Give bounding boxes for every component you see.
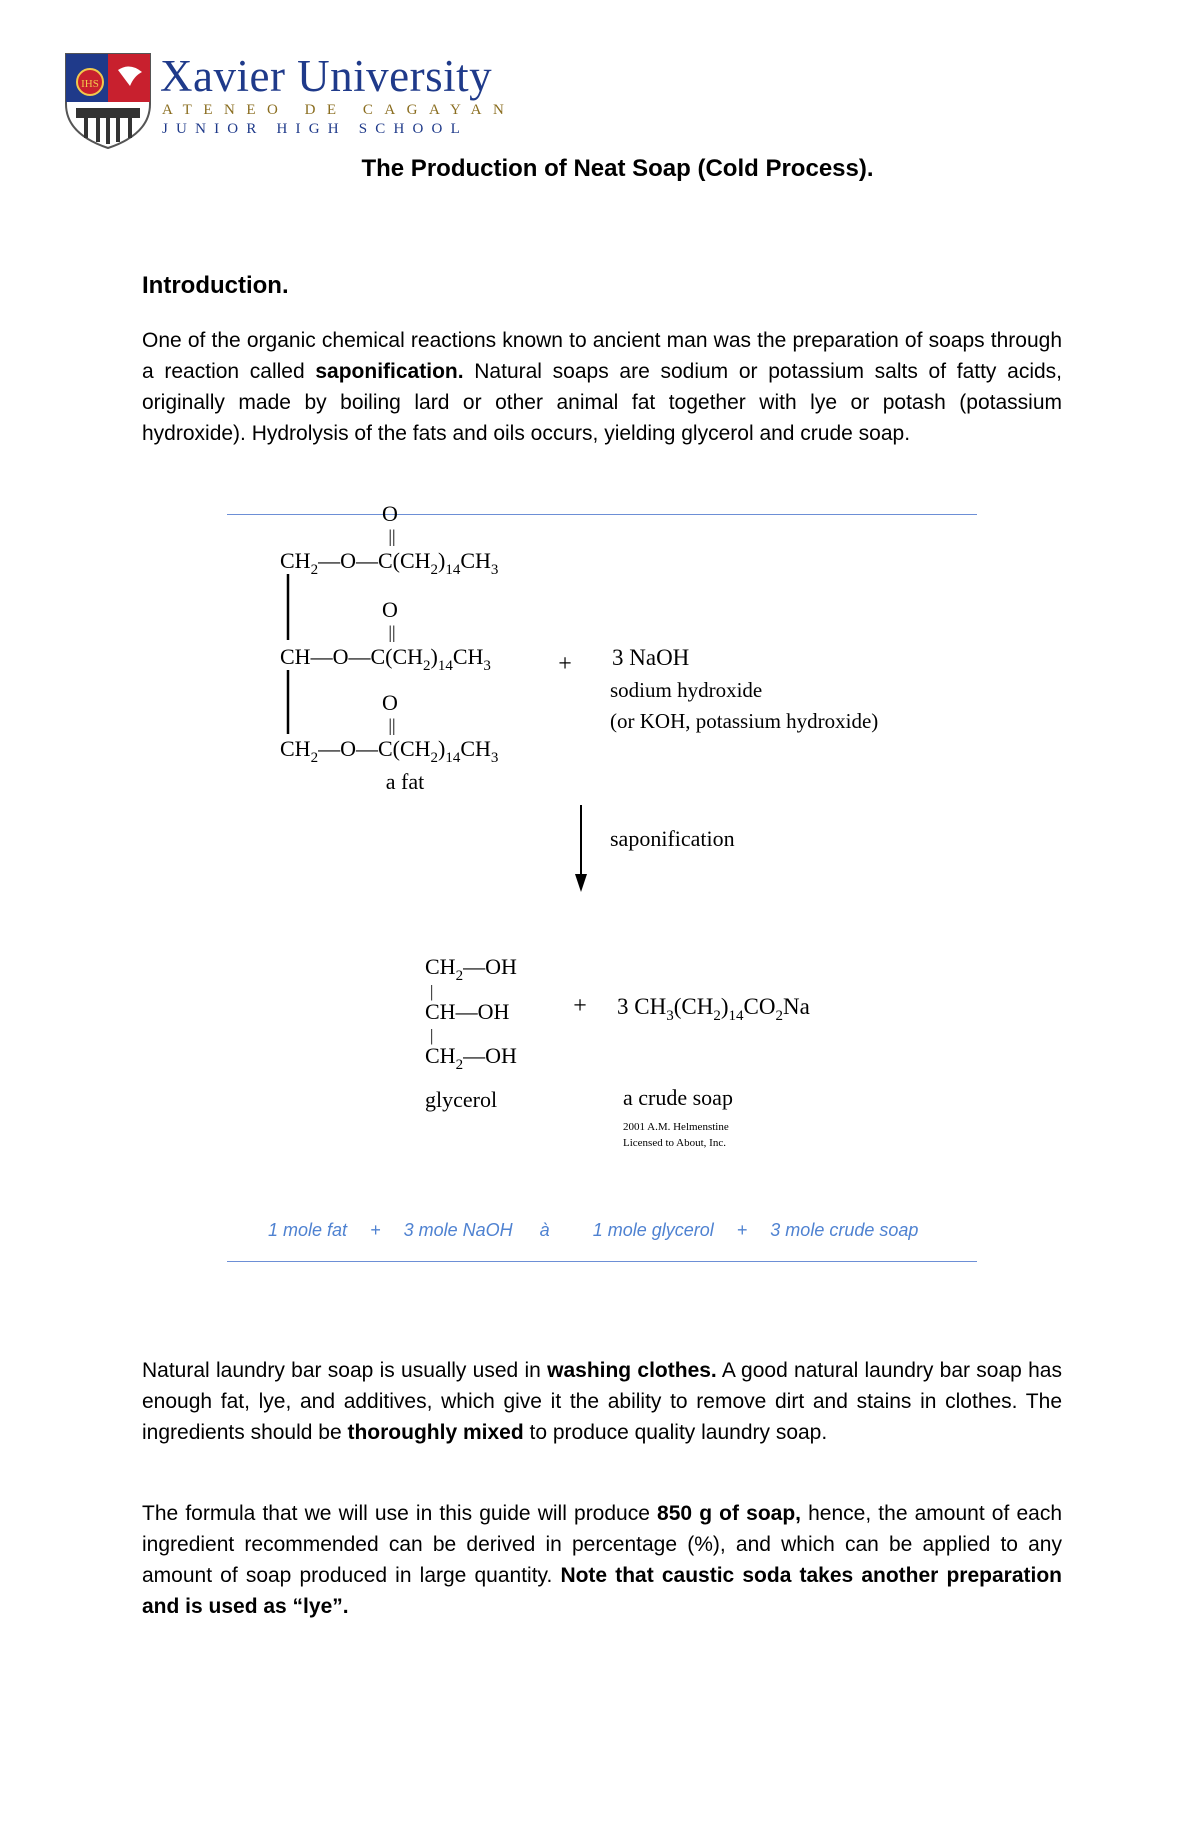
soap-formula: 3 $CH_3(CH_2)_{14}CO_2Na$ <box>617 994 810 1024</box>
reagent-naoh: 3 NaOH <box>612 645 690 670</box>
mole-arrow: à <box>539 1220 550 1240</box>
formula-text-2: hence, the amount of each ingredient recommended can be derived in percentage (%), and which can be applied to any amount of soap produced in large quantity. <box>142 1502 1062 1587</box>
glycerol-row-1: $CH_2—OH$ <box>425 954 517 984</box>
university-subtitle-1: ATENEO DE CAGAYAN <box>162 102 516 118</box>
double-bond-2: || <box>388 622 396 642</box>
formula-bold-2: Note that caustic soda takes another preparation and is used as “lye”. <box>142 1564 1062 1618</box>
intro-text-2: Natural soaps are sodium or potassium salts of fatty acids, originally made by boiling lard or other animal fat together with lye or potash (potassium hydroxide). Hydrolysis of the fats and oils occurs, yielding glycerol and crude soap. <box>142 360 1062 445</box>
reagent-alternative: (or KOH, potassium hydroxide) <box>610 709 879 733</box>
fat-row-1: $CH_2—O—C(CH_2)_{14}CH_3$ <box>280 548 499 578</box>
glycerol-bond-2: | <box>430 1026 434 1045</box>
copyright-line-1: 2001 A.M. Helmenstine <box>623 1121 729 1133</box>
plus-sign-reactants: + <box>558 651 572 677</box>
fat-label: a fat <box>385 769 425 794</box>
carbonyl-oxygen-1: O <box>382 501 398 526</box>
fat-row-3: $CH_2—O—C(CH_2)_{14}CH_3$ <box>280 736 499 766</box>
laundry-bold-2: thoroughly mixed <box>347 1421 524 1444</box>
soap-label: a crude soap <box>623 1085 733 1110</box>
equation-bottom-rule <box>227 1261 977 1262</box>
copyright-line-2: Licensed to About, Inc. <box>623 1137 726 1149</box>
glycerol-label: glycerol <box>425 1087 498 1112</box>
mole-equation <box>268 1220 918 1241</box>
mole-plus-1: + <box>370 1220 381 1240</box>
reagent-name: sodium hydroxide <box>610 678 763 702</box>
university-crest-icon <box>64 52 152 150</box>
intro-paragraph <box>142 325 1062 449</box>
mole-plus-2: + <box>736 1220 748 1240</box>
intro-bold-saponification: saponification. <box>315 360 464 383</box>
plus-sign-products: + <box>573 993 587 1019</box>
university-name: Xavier University <box>160 51 493 101</box>
glycerol-bond-1: | <box>430 982 434 1001</box>
university-header <box>64 50 534 150</box>
mole-naoh: 3 mole NaOH <box>403 1220 513 1240</box>
carbonyl-oxygen-2: O <box>382 597 398 622</box>
glycerol-row-2: CH—OH <box>425 999 510 1024</box>
section-heading: Introduction. <box>142 272 289 299</box>
university-subtitle-2: JUNIOR HIGH SCHOOL <box>162 121 468 137</box>
formula-paragraph <box>142 1498 1062 1622</box>
laundry-text-2: A good natural laundry bar soap has enough fat, lye, and additives, which give it the ability to remove dirt and stains in clothes. The ingredients should be <box>142 1359 1062 1444</box>
formula-text-1: The formula that we will use in this guide will produce <box>142 1502 658 1525</box>
mole-soap: 3 mole crude soap <box>770 1220 919 1240</box>
double-bond-3: || <box>388 715 396 735</box>
formula-bold-1: 850 g of soap, <box>657 1502 801 1525</box>
laundry-paragraph <box>142 1355 1062 1448</box>
carbonyl-oxygen-3: O <box>382 690 398 715</box>
fat-row-2: $CH—O—C(CH_2)_{14}CH_3$ <box>280 644 491 674</box>
mole-fat: 1 mole fat <box>268 1220 348 1240</box>
glycerol-row-3: $CH_2—OH$ <box>425 1043 517 1073</box>
reaction-arrow-head <box>575 874 587 892</box>
document-title: The Production of Neat Soap (Cold Process). <box>361 155 874 182</box>
mole-glycerol: 1 mole glycerol <box>592 1220 714 1240</box>
reaction-label: saponification <box>610 826 735 851</box>
intro-text-1: One of the organic chemical reactions known to ancient man was the preparation of soaps through a reaction called <box>142 329 1062 383</box>
laundry-text-3: to produce quality laundry soap. <box>523 1421 828 1444</box>
equation-top-rule <box>227 514 977 515</box>
double-bond-1: || <box>388 526 396 546</box>
laundry-text-1: Natural laundry bar soap is usually used in <box>142 1359 548 1382</box>
crest-monogram: IHS <box>81 78 99 90</box>
laundry-bold-1: washing clothes. <box>547 1359 717 1382</box>
